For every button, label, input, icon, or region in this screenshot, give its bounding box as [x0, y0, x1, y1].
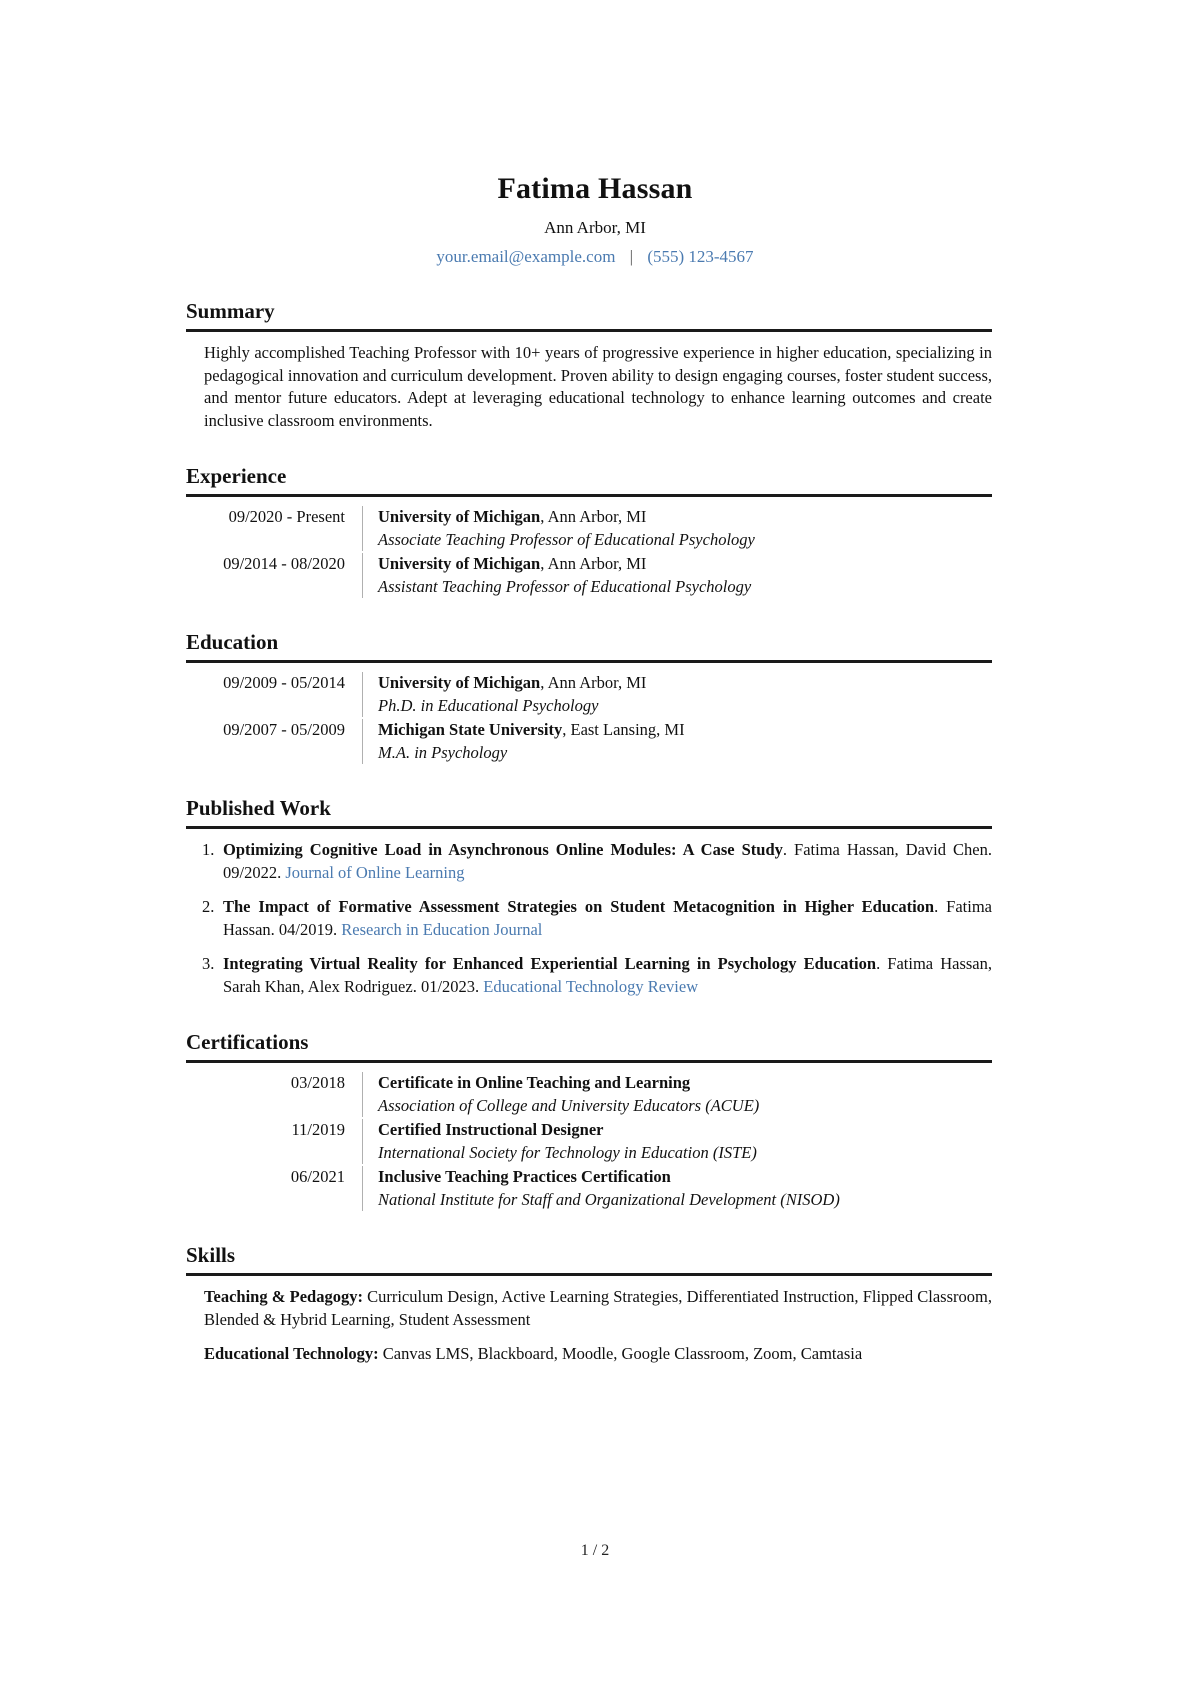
entry-detail	[362, 553, 751, 598]
experience-entry	[186, 553, 992, 598]
entry-degree: M.A. in Psychology	[378, 742, 508, 762]
publication-number: 2.	[202, 897, 215, 916]
entry-detail	[362, 719, 685, 764]
publication-authors-date: . Fatima Hassan, David Chen. 09/2022.	[223, 840, 992, 882]
resume-body	[186, 299, 992, 1366]
section-experience	[186, 464, 992, 598]
certification-issuer: National Institute for Staff and Organizational Development (NISOD)	[378, 1189, 840, 1209]
publication-list	[186, 839, 992, 998]
section-title-skills: Skills	[186, 1243, 992, 1276]
publication-item	[186, 896, 992, 941]
publication-journal-link[interactable]: Journal of Online Learning	[285, 862, 465, 882]
section-title-summary: Summary	[186, 299, 992, 332]
entry-org: University of Michigan	[378, 554, 541, 573]
email-link[interactable]: your.email@example.com	[436, 247, 616, 266]
publication-number: 1.	[202, 840, 215, 859]
entry-degree: Ph.D. in Educational Psychology	[378, 695, 599, 715]
entry-org-location: , East Lansing, MI	[562, 720, 685, 739]
section-summary	[186, 299, 992, 432]
certification-name: Certified Instructional Designer	[378, 1120, 604, 1139]
skill-group-teaching	[186, 1286, 992, 1331]
entry-org-line	[378, 553, 751, 576]
education-list	[186, 672, 992, 764]
entry-org-location: , Ann Arbor, MI	[540, 673, 647, 692]
entry-org-location: , Ann Arbor, MI	[540, 554, 647, 573]
resume-header	[0, 0, 1190, 267]
publication-title: Optimizing Cognitive Load in Asynchronous Online Modules: A Case Study	[223, 840, 783, 859]
entry-org: University of Michigan	[378, 507, 541, 526]
entry-detail	[362, 506, 755, 551]
phone-link[interactable]: (555) 123-4567	[647, 247, 754, 266]
section-title-experience: Experience	[186, 464, 992, 497]
education-entry	[186, 672, 992, 717]
section-certifications	[186, 1030, 992, 1211]
person-name: Fatima Hassan	[497, 172, 693, 205]
entry-dates: 09/2020 - Present	[228, 507, 345, 526]
entry-org-location: , Ann Arbor, MI	[540, 507, 647, 526]
certification-issuer: International Society for Technology in Education (ISTE)	[378, 1142, 757, 1162]
section-skills	[186, 1243, 992, 1366]
publication-journal-link[interactable]: Educational Technology Review	[483, 976, 699, 996]
publication-item	[186, 953, 992, 998]
skill-group-edtech	[186, 1343, 992, 1366]
education-entry	[186, 719, 992, 764]
certification-entry	[186, 1166, 992, 1211]
certification-entry	[186, 1072, 992, 1117]
publication-journal-link[interactable]: Research in Education Journal	[341, 919, 543, 939]
entry-org: Michigan State University	[378, 720, 563, 739]
entry-org-line	[378, 672, 646, 695]
publication-title: Integrating Virtual Reality for Enhanced Experiential Learning in Psychology Education	[223, 954, 877, 973]
entry-detail	[362, 1119, 757, 1164]
section-published-work	[186, 796, 992, 998]
skill-group-values: Curriculum Design, Active Learning Strategies, Differentiated Instruction, Flipped Classroom, Blended & Hybrid Learning, Student Assessment	[204, 1287, 992, 1329]
entry-dates: 09/2007 - 05/2009	[223, 720, 345, 739]
skill-group-values: Canvas LMS, Blackboard, Moodle, Google Classroom, Zoom, Camtasia	[378, 1344, 863, 1363]
entry-org: University of Michigan	[378, 673, 541, 692]
entry-org-line	[378, 506, 755, 529]
certification-name: Certificate in Online Teaching and Learning	[378, 1073, 691, 1092]
entry-dates: 09/2014 - 08/2020	[223, 554, 345, 573]
section-title-published-work: Published Work	[186, 796, 992, 829]
entry-dates: 11/2019	[291, 1120, 345, 1139]
certification-entry	[186, 1119, 992, 1164]
certification-name: Inclusive Teaching Practices Certification	[378, 1167, 671, 1186]
publication-title: The Impact of Formative Assessment Strategies on Student Metacognition in Higher Education	[223, 897, 935, 916]
contact-line	[0, 247, 1190, 267]
entry-detail	[362, 1166, 840, 1211]
person-location: Ann Arbor, MI	[544, 218, 646, 237]
certification-issuer: Association of College and University Educators (ACUE)	[378, 1095, 760, 1115]
entry-org-line	[378, 719, 685, 742]
publication-authors-date: . Fatima Hassan. 04/2019.	[223, 897, 992, 939]
publication-item	[186, 839, 992, 884]
entry-dates: 09/2009 - 05/2014	[223, 673, 345, 692]
experience-entry	[186, 506, 992, 551]
contact-separator: |	[629, 247, 634, 266]
publication-authors-date: . Fatima Hassan, Sarah Khan, Alex Rodriguez. 01/2023.	[223, 954, 992, 996]
certification-list	[186, 1072, 992, 1211]
entry-dates: 06/2021	[290, 1167, 345, 1186]
entry-role: Associate Teaching Professor of Educational Psychology	[378, 529, 755, 549]
publication-number: 3.	[202, 954, 215, 973]
section-education	[186, 630, 992, 764]
summary-text: Highly accomplished Teaching Professor with 10+ years of progressive experience in higher education, specializing in pedagogical innovation and curriculum development. Proven ability to design engaging courses, foster student success, and mentor future educators. Adept at leveraging educational technology to enhance learning outcomes and create inclusive classroom environments.	[204, 343, 992, 430]
entry-role: Assistant Teaching Professor of Educational Psychology	[378, 576, 752, 596]
entry-detail	[362, 1072, 759, 1117]
entry-dates: 03/2018	[290, 1073, 345, 1092]
experience-list	[186, 506, 992, 598]
skill-group-label: Teaching & Pedagogy:	[204, 1287, 363, 1306]
entry-detail	[362, 672, 646, 717]
page-number: 1 / 2	[580, 1542, 610, 1559]
section-title-education: Education	[186, 630, 992, 663]
section-title-certifications: Certifications	[186, 1030, 992, 1063]
skill-group-label: Educational Technology:	[204, 1344, 379, 1363]
